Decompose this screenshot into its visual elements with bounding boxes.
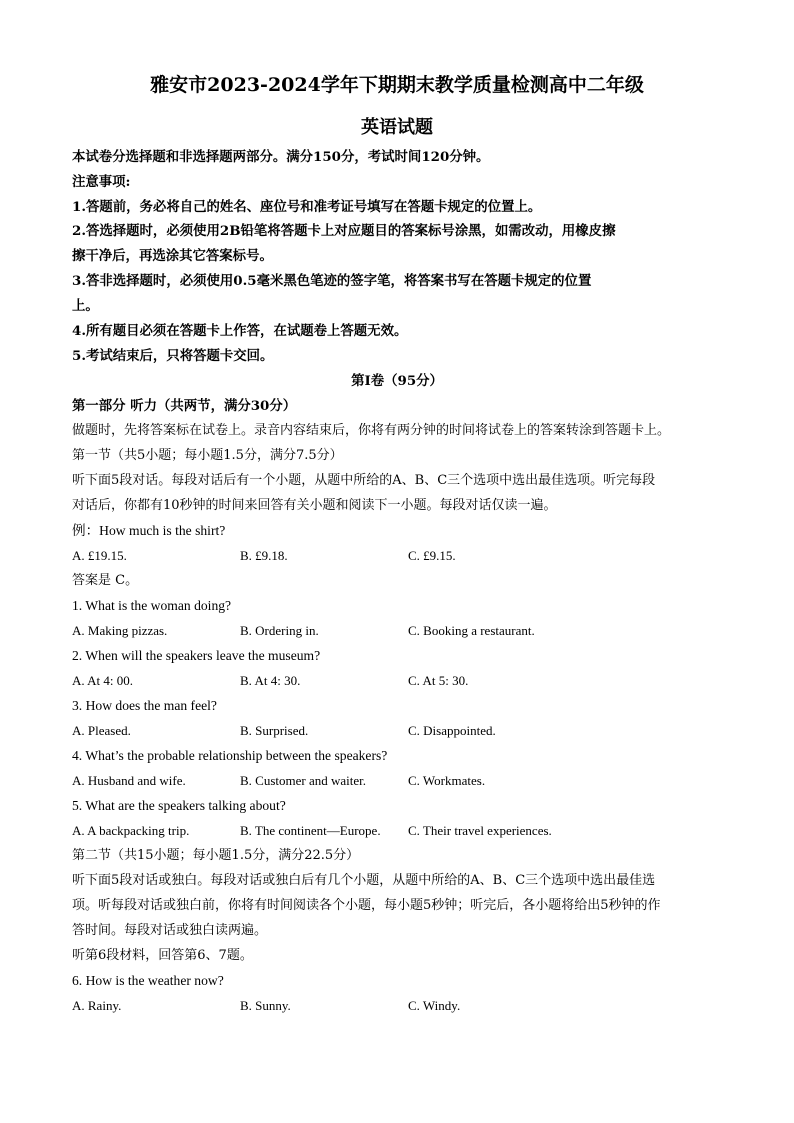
question-4-option-b: B. Customer and waiter. — [240, 773, 367, 788]
question-4-option-a: A. Husband and wife. — [72, 773, 186, 788]
question-2-option-c: C. At 5: 30. — [408, 673, 469, 688]
question-5-option-b: B. The continent—Europe. — [240, 823, 381, 838]
part1-intro: 做题时，先将答案标在试卷上。录音内容结束后，你将有两分钟的时间将试卷上的答案转涂到答题卡上。 — [72, 423, 671, 438]
section2-heading: 第二节（共15小题；每小题1.5分，满分22.5分） — [72, 848, 360, 863]
material-6-instruction: 听第6段材料，回答第6、7题。 — [72, 948, 253, 963]
section2-desc-line2: 项。听每段对话或独白前，你将有时间阅读各个小题，每小题5秒钟；听完后，各小题将给出5秒钟的作 — [72, 898, 661, 913]
question-1-option-b: B. Ordering in. — [240, 623, 319, 638]
question-4-option-c: C. Workmates. — [408, 773, 486, 788]
volume-label: 第I卷（95分） — [351, 373, 443, 389]
page-title: 雅安市2023-2024学年下期期末教学质量检测高中二年级 — [150, 74, 644, 96]
question-6-option-b: B. Sunny. — [240, 998, 291, 1013]
exam-intro: 本试卷分选择题和非选择题两部分。满分150分，考试时间120分钟。 — [72, 149, 490, 165]
question-2: 2. When will the speakers leave the museum? — [72, 648, 321, 663]
question-3-option-a: A. Pleased. — [72, 723, 131, 738]
notice-item-2-line2: 擦干净后，再选涂其它答案标号。 — [72, 248, 273, 264]
notice-item-1: 1.答题前，务必将自己的姓名、座位号和准考证号填写在答题卡规定的位置上。 — [72, 199, 542, 215]
question-6: 6. How is the weather now? — [72, 973, 224, 988]
example-question: 例：How much is the shirt? — [72, 523, 226, 538]
question-1-option-c: C. Booking a restaurant. — [408, 623, 535, 638]
example-option-c: C. £9.15. — [408, 548, 456, 563]
section1-desc-line1: 听下面5段对话。每段对话后有一个小题，从题中所给的A、B、C三个选项中选出最佳选项。听完每段 — [72, 473, 656, 488]
question-3-option-b: B. Surprised. — [240, 723, 309, 738]
question-3-option-c: C. Disappointed. — [408, 723, 496, 738]
section1-desc-line2: 对话后，你都有10秒钟的时间来回答有关小题和阅读下一小题。每段对话仅读一遍。 — [72, 498, 557, 513]
question-4: 4. What’s the probable relationship between the speakers? — [72, 748, 388, 763]
question-1: 1. What is the woman doing? — [72, 598, 232, 613]
notice-item-5: 5.考试结束后，只将答题卡交回。 — [72, 348, 274, 364]
section1-heading: 第一节（共5小题；每小题1.5分，满分7.5分） — [72, 448, 343, 463]
question-6-option-a: A. Rainy. — [72, 998, 122, 1013]
section2-desc-line3: 答时间。每段对话或独白读两遍。 — [72, 923, 268, 938]
question-5-option-c: C. Their travel experiences. — [408, 823, 552, 838]
question-5: 5. What are the speakers talking about? — [72, 798, 286, 813]
notice-heading: 注意事项: — [72, 174, 131, 190]
notice-item-2-line1: 2.答选择题时，必须使用2B铅笔将答题卡上对应题目的答案标号涂黑，如需改动，用橡皮擦 — [72, 223, 616, 239]
notice-item-4: 4.所有题目必须在答题卡上作答，在试题卷上答题无效。 — [72, 323, 408, 339]
question-2-option-a: A. At 4: 00. — [72, 673, 134, 688]
question-5-option-a: A. A backpacking trip. — [72, 823, 190, 838]
question-6-option-c: C. Windy. — [408, 998, 461, 1013]
notice-item-3-line1: 3.答非选择题时，必须使用0.5毫米黑色笔迹的签字笔，将答案书写在答题卡规定的位置 — [72, 273, 592, 289]
page-subtitle: 英语试题 — [361, 117, 433, 138]
question-2-option-b: B. At 4: 30. — [240, 673, 301, 688]
example-answer: 答案是 C。 — [72, 573, 139, 588]
example-option-b: B. £9.18. — [240, 548, 288, 563]
question-3: 3. How does the man feel? — [72, 698, 217, 713]
notice-item-3-line2: 上。 — [72, 298, 99, 314]
example-option-a: A. £19.15. — [72, 548, 127, 563]
part1-heading: 第一部分 听力（共两节，满分30分） — [72, 398, 297, 414]
section2-desc-line1: 听下面5段对话或独白。每段对话或独白后有几个小题，从题中所给的A、B、C三个选项中选出最佳选 — [72, 873, 656, 888]
question-1-option-a: A. Making pizzas. — [72, 623, 168, 638]
